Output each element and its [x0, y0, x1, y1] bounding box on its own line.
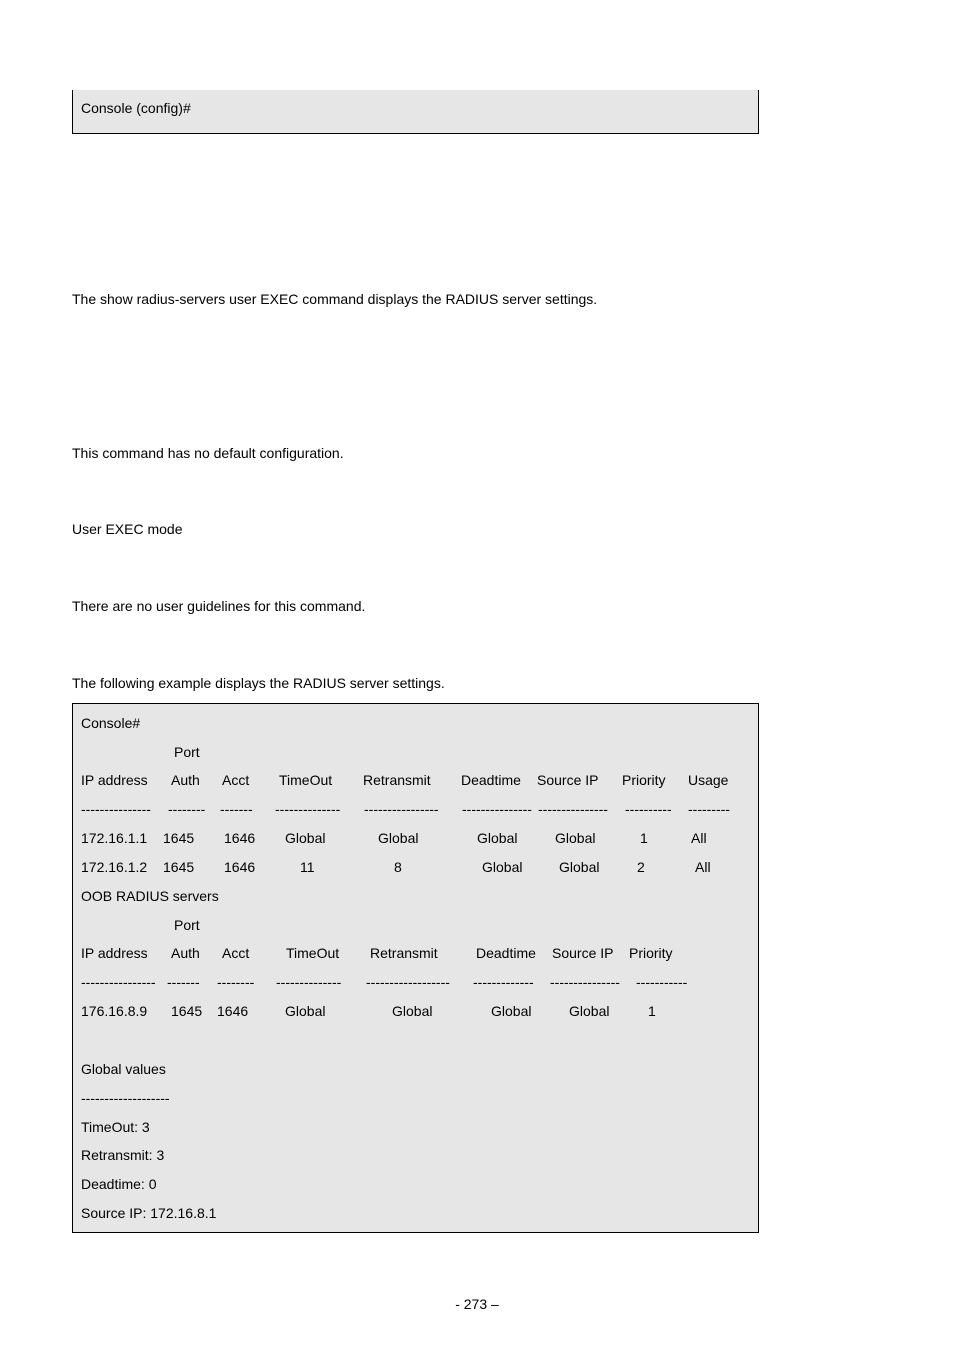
oob-header-ip: IP address: [81, 945, 148, 961]
oob-dashes-priority: -----------: [636, 974, 688, 990]
global-timeout: TimeOut: 3: [81, 1119, 150, 1135]
row2-priority: 2: [637, 859, 645, 875]
dashes-priority: ----------: [625, 801, 672, 817]
oob-dashes-source-ip: ---------------: [550, 974, 620, 990]
global-deadtime: Deadtime: 0: [81, 1176, 157, 1192]
global-title: Global values: [81, 1061, 166, 1077]
row1-deadtime: Global: [477, 830, 518, 846]
dashes-timeout: --------------: [275, 801, 341, 817]
oob-dashes-auth: -------: [167, 974, 200, 990]
global-dashes: -------------------: [81, 1090, 170, 1106]
oob-row1-deadtime: Global: [491, 1003, 532, 1019]
row1-timeout: Global: [285, 830, 326, 846]
example-intro: The following example displays the RADIUS server settings.: [72, 675, 445, 691]
oob-row1-priority: 1: [648, 1003, 656, 1019]
description: The show radius-servers user EXEC command displays the RADIUS server settings.: [72, 291, 598, 307]
example-prompt: Console#: [81, 715, 141, 731]
row2-retransmit: 8: [394, 859, 402, 875]
row2-auth: 1645: [163, 859, 195, 875]
dashes-deadtime: ---------------: [462, 801, 532, 817]
oob-row1-retransmit: Global: [392, 1003, 433, 1019]
oob-header-retransmit: Retransmit: [370, 945, 438, 961]
oob-dashes-ip: ----------------: [81, 974, 156, 990]
oob-header-acct: Acct: [222, 945, 250, 961]
port-label: Port: [174, 744, 200, 760]
oob-dashes-retransmit: ------------------: [366, 974, 450, 990]
header-timeout: TimeOut: [279, 772, 333, 788]
oob-title: OOB RADIUS servers: [81, 888, 219, 904]
oob-row1-ip: 176.16.8.9: [81, 1003, 148, 1019]
row1-usage: All: [691, 830, 707, 846]
dashes-usage: ---------: [688, 801, 730, 817]
row1-source-ip: Global: [555, 830, 596, 846]
global-retransmit: Retransmit: 3: [81, 1147, 165, 1163]
oob-row1-source-ip: Global: [569, 1003, 610, 1019]
oob-header-timeout: TimeOut: [286, 945, 340, 961]
dashes-source-ip: ---------------: [538, 801, 608, 817]
oob-header-auth: Auth: [171, 945, 200, 961]
global-source-ip: Source IP: 172.16.8.1: [81, 1205, 217, 1221]
row1-acct: 1646: [224, 830, 256, 846]
top-code-box: [72, 90, 759, 134]
default-config: This command has no default configuration.: [72, 445, 344, 461]
command-mode: User EXEC mode: [72, 521, 183, 537]
row2-deadtime: Global: [482, 859, 523, 875]
dashes-ip: ---------------: [81, 801, 151, 817]
oob-dashes-acct: --------: [217, 974, 255, 990]
row2-acct: 1646: [224, 859, 256, 875]
row1-ip: 172.16.1.1: [81, 830, 148, 846]
header-ip: IP address: [81, 772, 148, 788]
oob-row1-auth: 1645: [171, 1003, 203, 1019]
header-usage: Usage: [688, 772, 729, 788]
row1-auth: 1645: [163, 830, 195, 846]
oob-header-deadtime: Deadtime: [476, 945, 536, 961]
row2-usage: All: [695, 859, 711, 875]
oob-row1-acct: 1646: [217, 1003, 249, 1019]
header-deadtime: Deadtime: [461, 772, 521, 788]
dashes-auth: --------: [168, 801, 206, 817]
oob-header-source-ip: Source IP: [552, 945, 614, 961]
header-auth: Auth: [171, 772, 200, 788]
page-number: - 273 –: [455, 1296, 499, 1312]
oob-row1-timeout: Global: [285, 1003, 326, 1019]
header-priority: Priority: [622, 772, 666, 788]
oob-header-priority: Priority: [629, 945, 673, 961]
user-guidelines: There are no user guidelines for this command.: [72, 598, 366, 614]
dashes-acct: -------: [220, 801, 253, 817]
console-prompt: Console (config)#: [81, 100, 191, 116]
oob-dashes-timeout: --------------: [276, 974, 342, 990]
row2-source-ip: Global: [559, 859, 600, 875]
row2-timeout: 11: [300, 859, 315, 875]
row1-retransmit: Global: [378, 830, 419, 846]
header-acct: Acct: [222, 772, 250, 788]
oob-dashes-deadtime: -------------: [473, 974, 534, 990]
dashes-retransmit: ----------------: [364, 801, 439, 817]
oob-port-label: Port: [174, 917, 200, 933]
row1-priority: 1: [640, 830, 648, 846]
example-code-box: [72, 703, 759, 1233]
header-retransmit: Retransmit: [363, 772, 431, 788]
header-source-ip: Source IP: [537, 772, 599, 788]
row2-ip: 172.16.1.2: [81, 859, 148, 875]
